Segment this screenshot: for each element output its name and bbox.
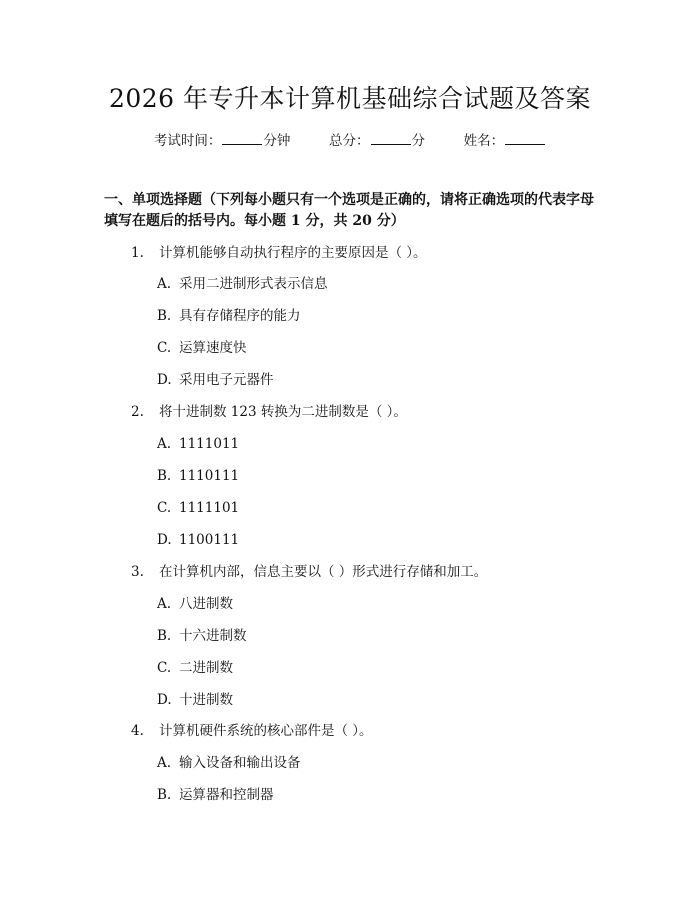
question-1-option-d [157,370,597,390]
question-2-option-a [157,434,597,454]
option-letter: D. [157,372,172,388]
question-2-option-b [157,466,597,486]
option-text: 1111011 [179,436,240,452]
question-3-option-b [157,626,597,646]
total-score-blank [371,130,411,145]
question-number: 4. [131,723,144,739]
option-letter: C. [157,660,172,676]
option-letter: D. [157,532,172,548]
question-number: 2. [131,404,144,420]
option-letter: B. [157,787,172,803]
question-2-option-d [157,530,597,550]
question-text: 在计算机内部，信息主要以（ ）形式进行存储和加工。 [159,564,488,580]
total-score-unit: 分 [411,133,425,149]
option-text: 输入设备和输出设备 [179,755,301,771]
exam-time-unit: 分钟 [263,133,291,149]
question-3-option-d [157,690,597,710]
section-heading: 一、单项选择题（下列每小题只有一个选项是正确的，请将正确选项的代表字母填写在题后的括号内。每小题 1 分，共 20 分） [104,192,594,229]
name-field [464,130,547,151]
question-3-option-c [157,658,597,678]
question-1-option-b [157,306,597,326]
option-letter: A. [157,436,172,452]
option-letter: A. [157,755,172,771]
question-3-option-a [157,594,597,614]
question-1 [131,243,601,263]
option-letter: A. [157,276,172,292]
page-title: 2026 年专升本计算机基础综合试题及答案 [108,84,592,113]
question-3 [131,562,601,582]
question-1-option-c [157,338,597,358]
option-text: 1111101 [179,500,240,516]
option-letter: C. [157,340,172,356]
name-blank [505,130,545,145]
option-letter: B. [157,628,172,644]
exam-time-label: 考试时间： [153,133,222,149]
option-text: 二进制数 [179,660,233,676]
question-text: 计算机硬件系统的核心部件是（ ）。 [159,723,373,739]
question-text: 计算机能够自动执行程序的主要原因是（ ）。 [159,245,427,261]
exam-time-field [154,130,291,151]
option-text: 具有存储程序的能力 [179,308,301,324]
question-text: 将十进制数 123 转换为二进制数是（ ）。 [159,404,407,420]
question-2-option-c [157,498,597,518]
question-number: 3. [131,564,144,580]
question-2 [131,402,601,422]
option-text: 十六进制数 [179,628,247,644]
option-text: 十进制数 [179,692,233,708]
question-4-option-b [157,785,597,805]
option-text: 运算器和控制器 [179,787,274,803]
option-text: 采用电子元器件 [179,372,274,388]
option-letter: C. [157,500,172,516]
question-number: 1. [131,245,144,261]
option-letter: B. [157,468,172,484]
name-label: 姓名： [463,133,505,149]
option-text: 采用二进制形式表示信息 [179,276,328,292]
total-score-field [329,130,425,151]
option-letter: A. [157,596,172,612]
option-text: 运算速度快 [179,340,247,356]
question-1-option-a [157,274,597,294]
total-score-label: 总分： [329,133,370,149]
question-4-option-a [157,753,597,773]
exam-time-blank [222,130,262,145]
option-text: 1110111 [179,468,240,484]
option-letter: B. [157,308,172,324]
option-text: 1100111 [179,532,240,548]
question-4 [131,721,601,741]
exam-meta-line [0,130,700,151]
option-text: 八进制数 [179,596,233,612]
option-letter: D. [157,692,172,708]
